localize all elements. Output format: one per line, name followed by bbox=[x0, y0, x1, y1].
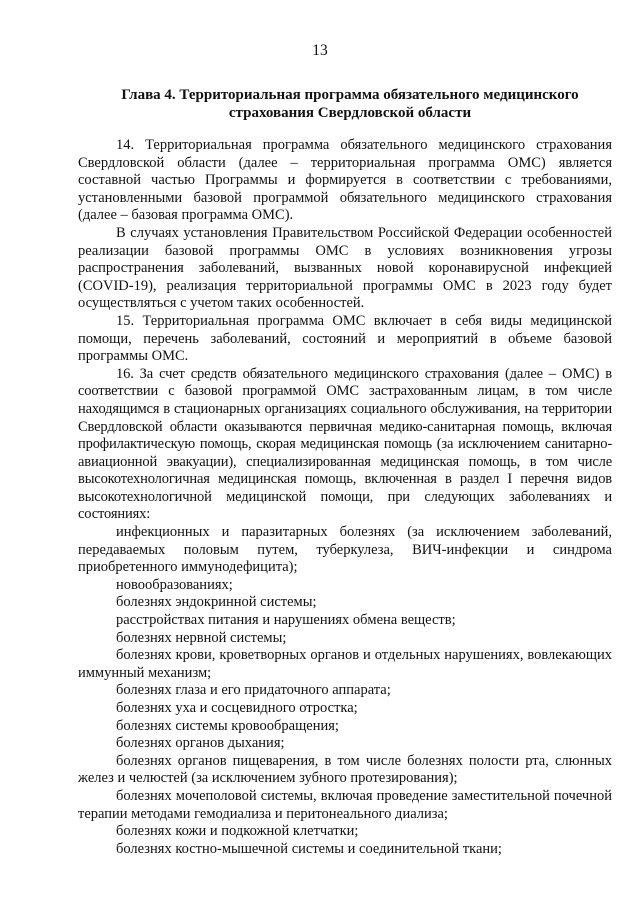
list-item-nutrition: расстройствах питания и нарушениях обмена веществ; bbox=[116, 612, 456, 629]
chapter-heading bbox=[90, 86, 610, 122]
list-item-blood: болезнях крови, кроветворных органов и отдельных нарушениях, вовлекающих иммунный механизм; bbox=[78, 647, 612, 681]
list-item-musculoskeletal: болезнях костно-мышечной системы и соединительной ткани; bbox=[116, 840, 502, 857]
list-item-eye: болезнях глаза и его придаточного аппарата; bbox=[116, 682, 391, 699]
list-item-circulatory: болезнях системы кровообращения; bbox=[116, 717, 339, 734]
list-item-digestive: болезнях органов пищеварения, в том числе болезнях полости рта, слюнных желез и челюстей (за исключением зубного протезирования); bbox=[78, 752, 612, 787]
chapter-heading-line-1: Глава 4. Территориальная программа обязательного медицинского bbox=[121, 87, 579, 103]
page-number: 13 bbox=[312, 42, 328, 59]
paragraph-14: 14. Территориальная программа обязательного медицинского страхования Свердловской области (далее – территориальная программа ОМС) является составной частью Программы и формируется в соответствии с требованиями, установленными базовой программой обязательного медицинского страхования (далее – базовая программа ОМС). bbox=[78, 137, 612, 224]
chapter-heading-line-2: страхования Свердловской области bbox=[228, 105, 472, 121]
list-item-endocrine: болезнях эндокринной системы; bbox=[116, 594, 317, 611]
list-item-ear: болезнях уха и сосцевидного отростка; bbox=[116, 700, 358, 716]
list-item-nervous: болезнях нервной системы; bbox=[116, 629, 287, 646]
list-item-skin: болезнях кожи и подкожной клетчатки; bbox=[116, 823, 359, 840]
paragraph-16: 16. За счет средств обязательного медицинского страхования (далее – ОМС) в соответствии с базовой программой ОМС застрахованным лицам, в том числе находящимся в стационарных организациях социального обслуживания, на территории Свердловской области оказываются первичная медико-санитарная помощь, включая профилактическую помощь, скорая медицинская помощь (за исключением санитарно-авиационной эвакуации), специализированная медицинская помощь, в том числе высокотехнологичная медицинская помощь, включенная в раздел I перечня видов высокотехнологичной медицинской помощи, при следующих заболеваниях и состояниях: bbox=[78, 365, 612, 523]
paragraph-covid-note: В случаях установления Правительством Российской Федерации особенностей реализации базовой программы ОМС в условиях возникновения угрозы распространения заболеваний, вызванных новой коронавирусной инфекцией (COVID-19), реализация территориальной программы ОМС в 2023 году будет осуществляться с учетом таких особенностей. bbox=[78, 224, 612, 312]
list-item-genitourinary: болезнях мочеполовой системы, включая проведение заместительной почечной терапии методами гемодиализа и перитонеального диализа; bbox=[78, 787, 612, 822]
list-item-infectious: инфекционных и паразитарных болезнях (за исключением заболеваний, передаваемых половым путем, туберкулеза, ВИЧ-инфекции и синдрома приобретенного иммунодефицита); bbox=[78, 524, 612, 576]
list-item-respiratory: болезнях органов дыхания; bbox=[116, 735, 285, 752]
list-item-neoplasms: новообразованиях; bbox=[116, 576, 233, 593]
document-body bbox=[78, 137, 612, 858]
paragraph-15: 15. Территориальная программа ОМС включает в себя виды медицинской помощи, перечень заболеваний, состояний и мероприятий в объеме базовой программы ОМС. bbox=[78, 312, 612, 365]
